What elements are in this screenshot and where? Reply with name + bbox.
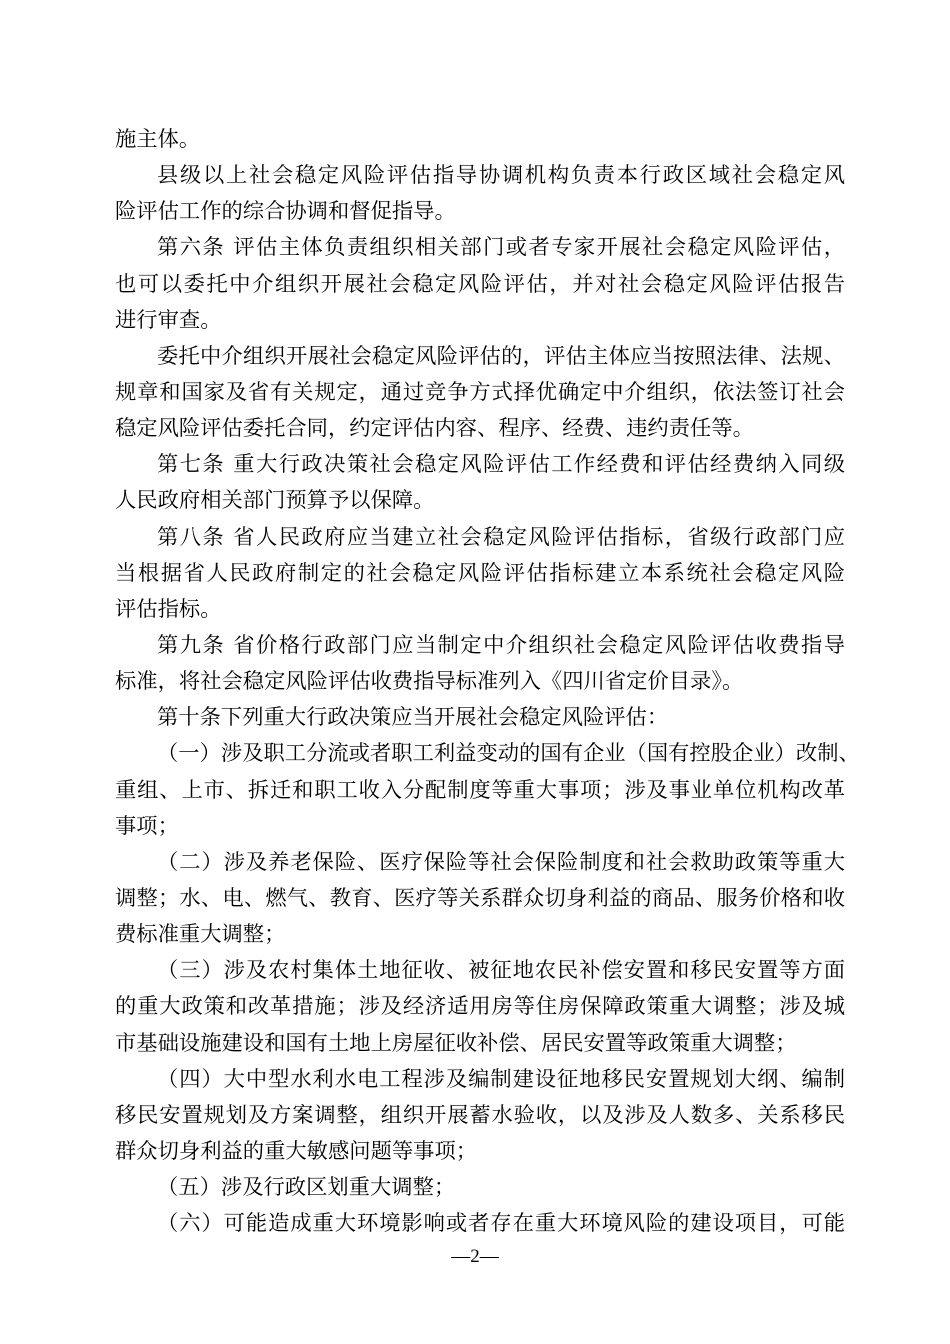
text-line: 县级以上社会稳定风险评估指导协调机构负责本行政区域社会稳定风 [157,163,845,189]
page-number: —2— [451,1246,499,1267]
article-9-line: 第九条 省价格行政部门应当制定中介组织社会稳定风险评估收费指导 [157,632,845,658]
document-body [115,122,860,1242]
text-line: 稳定风险评估委托合同，约定评估内容、程序、经费、违约责任等。 [115,416,754,442]
article-10-line: 第十条下列重大行政决策应当开展社会稳定风险评估： [157,705,669,731]
article-8-line: 第八条 省人民政府应当建立社会稳定风险评估指标，省级行政部门应 [157,524,845,550]
text-line: 险评估工作的综合协调和督促指导。 [115,199,456,225]
text-line: 委托中介组织开展社会稳定风险评估的，评估主体应当按照法律、法规、 [157,343,845,369]
text-line: 人民政府相关部门预算予以保障。 [115,488,435,514]
article-6-line: 第六条 评估主体负责组织相关部门或者专家开展社会稳定风险评估， [157,235,845,261]
text-line: 调整；水、电、燃气、教育、医疗等关系群众切身利益的商品、服务价格和收 [115,885,845,911]
text-line: 进行审查。 [115,307,222,333]
text-line: 移民安置规划及方案调整，组织开展蓄水验收，以及涉及人数多、关系移民 [115,1102,845,1128]
item-5-line: （五）涉及行政区划重大调整； [157,1175,456,1201]
text-line: 的重大政策和改革措施；涉及经济适用房等住房保障政策重大调整；涉及城 [115,994,845,1020]
text-line: 事项； [115,813,179,839]
item-2-line: （二）涉及养老保险、医疗保险等社会保险制度和社会救助政策等重大 [157,849,845,875]
item-6-line: （六）可能造成重大环境影响或者存在重大环境风险的建设项目，可能 [157,1211,845,1237]
text-line: 重组、上市、拆迁和职工收入分配制度等重大事项；涉及事业单位机构改革 [115,777,845,803]
text-line: 当根据省人民政府制定的社会稳定风险评估指标建立本系统社会稳定风险 [115,560,845,586]
text-line: 费标准重大调整； [115,922,286,948]
text-line: 标准，将社会稳定风险评估收费指导标准列入《四川省定价目录》。 [115,669,744,695]
text-line: 也可以委托中介组织开展社会稳定风险评估，并对社会稳定风险评估报告 [115,271,845,297]
text-line: 评估指标。 [115,596,222,622]
text-line: 群众切身利益的重大敏感问题等事项； [115,1138,478,1164]
item-1-line: （一）涉及职工分流或者职工利益变动的国有企业（国有控股企业）改制、 [157,741,860,767]
item-4-line: （四）大中型水利水电工程涉及编制建设征地移民安置规划大纲、编制 [157,1066,845,1092]
item-3-line: （三）涉及农村集体土地征收、被征地农民补偿安置和移民安置等方面 [157,958,845,984]
text-line: 施主体。 [115,127,201,152]
article-7-line: 第七条 重大行政决策社会稳定风险评估工作经费和评估经费纳入同级 [157,452,845,478]
text-line: 规章和国家及省有关规定，通过竞争方式择优确定中介组织，依法签订社会 [115,379,845,405]
text-line: 市基础设施建设和国有土地上房屋征收补偿、居民安置等政策重大调整； [115,1030,797,1056]
